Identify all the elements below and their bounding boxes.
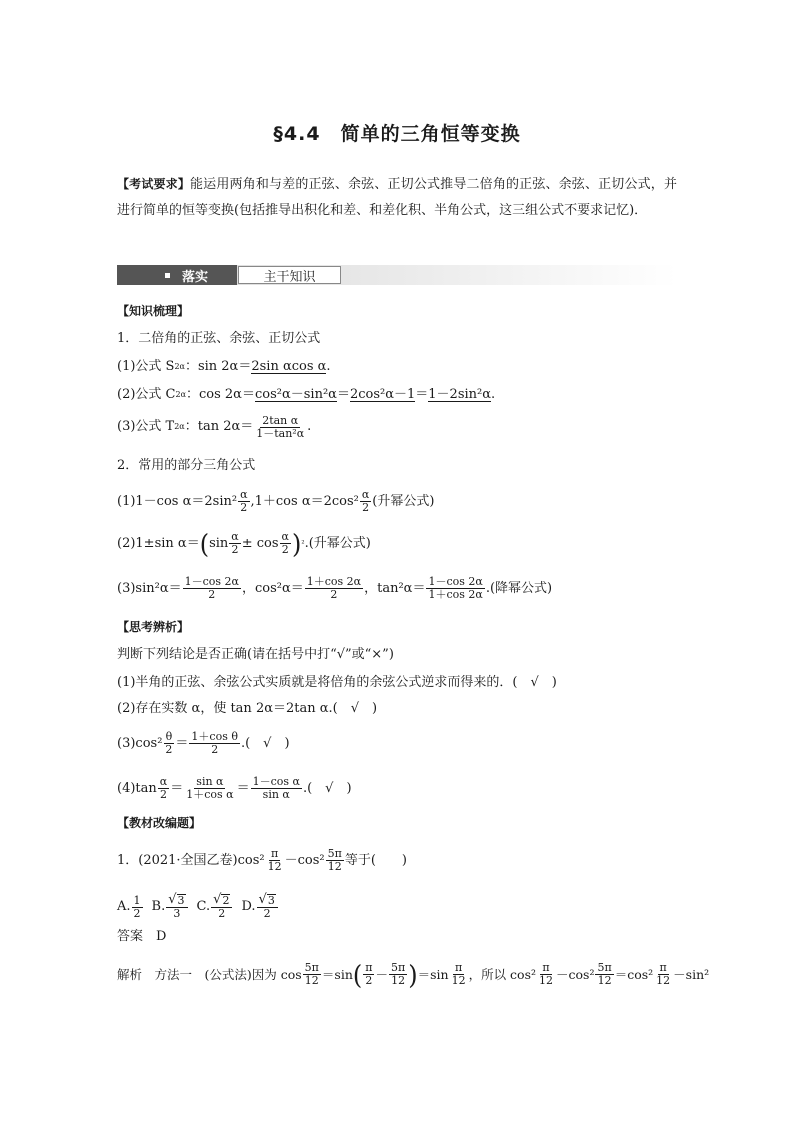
an-n7: π — [659, 961, 667, 974]
g1-a: (1)1－cos α＝2sin² — [117, 493, 238, 509]
an-frac1 — [303, 962, 321, 987]
f1-sub: 2α — [174, 362, 185, 371]
an-d2: 2 — [365, 974, 373, 987]
j3-fd: 2 — [165, 743, 173, 756]
opt-d-den: 2 — [263, 907, 271, 920]
g2-a: (2)1±sin α＝ — [117, 535, 200, 551]
judge-1: (1)半角的正弦、余弦公式实质就是将倍角的余弦公式逆求而得来的．( √ ) — [117, 675, 557, 690]
section-banner — [117, 265, 677, 285]
an-d7: 12 — [656, 974, 671, 987]
an-d: ，所以 cos² — [468, 966, 537, 982]
j4-frac2 — [184, 776, 235, 801]
heading-reflect: 【思考辨析】 — [117, 620, 190, 634]
f2-a: cos²α－sin²α — [254, 387, 337, 402]
g2-fn2: α — [281, 530, 289, 543]
an-n5: π — [542, 961, 550, 974]
g3-d2: 2 — [330, 588, 338, 601]
analysis-line — [117, 959, 710, 990]
g1-frac2 — [360, 489, 371, 514]
g1-gn: α — [361, 488, 370, 501]
g3-b: ，cos²α＝ — [241, 580, 304, 596]
j4-fd: 2 — [159, 788, 167, 801]
banner-right-label: 主干知识 — [263, 269, 316, 285]
an-b: ＝sin — [321, 966, 353, 982]
j4-d2: sin α — [262, 788, 290, 801]
j4-fn: α — [159, 775, 168, 788]
g3-n2: 1＋cos 2α — [306, 575, 362, 588]
g2-fn1: α — [231, 530, 239, 543]
opt-d-frac — [257, 894, 278, 920]
opt-b-root: √ — [168, 892, 177, 907]
an-d1: 12 — [304, 974, 319, 987]
f2-lhs: ：cos 2α＝ — [186, 387, 255, 402]
q1-b: －cos² — [284, 852, 325, 868]
opt-a-frac — [132, 895, 143, 920]
g3-frac3 — [426, 576, 484, 601]
formula-s2a — [117, 359, 331, 375]
opt-b-label: B. — [151, 899, 166, 914]
j4-n1: sin α — [196, 775, 224, 788]
opt-a-label: A. — [117, 899, 131, 914]
j4-frac1 — [158, 776, 169, 801]
f3-end: . — [307, 419, 312, 434]
g3-n1: 1－cos 2α — [184, 575, 239, 588]
an-n2: π — [365, 961, 373, 974]
an-e: －cos² — [556, 966, 595, 982]
g3-note: .(降幂公式) — [485, 580, 553, 596]
g3-c: ，tan²α＝ — [364, 580, 426, 596]
requirement-label: 【考试要求】 — [117, 177, 190, 191]
opt-c-den: 2 — [218, 907, 226, 920]
opt-d-radicand: 3 — [267, 894, 275, 907]
g2-pm: ± cos — [241, 535, 279, 551]
formula-t2a — [117, 414, 311, 440]
g3-d3: 1＋cos 2α — [428, 588, 483, 601]
an-minus: － — [375, 966, 388, 982]
question-1 — [117, 848, 407, 873]
f2-eq1: ＝ — [336, 387, 350, 402]
requirement-text: 能运用两角和与差的正弦、余弦、正切公式推导二倍角的正弦、余弦、正切公式，并进行简单的恒等变换(包括推导出积化和差、和差化积、半角公式，这三组公式不要求记忆)． — [117, 177, 677, 218]
f3-num: 2tan α — [262, 414, 299, 427]
an-frac5 — [537, 962, 555, 987]
j4-d1: 1＋cos α — [186, 788, 234, 801]
judge-intro: 判断下列结论是否正确(请在括号中打“√”或“×”) — [117, 647, 394, 662]
j4-eq: ＝ — [170, 780, 184, 796]
judge-4 — [117, 776, 352, 801]
an-frac4 — [450, 962, 468, 987]
left-paren: ( — [199, 528, 210, 559]
opt-d-label: D. — [241, 899, 256, 914]
g2-sq: ² — [301, 538, 305, 548]
g3-a: (3)sin²α＝ — [117, 580, 182, 596]
banner-left-label: 落实 — [182, 269, 209, 285]
g2-fd2: 2 — [281, 543, 289, 556]
q1-fd: 12 — [267, 860, 282, 873]
opt-b-radicand: 3 — [177, 894, 185, 907]
an-n4: π — [454, 961, 463, 974]
j3-d: 2 — [211, 743, 219, 756]
q1-gd: 12 — [327, 860, 342, 873]
g2-frac1 — [229, 531, 240, 556]
j3-fn: θ — [165, 730, 173, 743]
heading-knowledge: 【知识梳理】 — [117, 304, 190, 318]
sqrt-sign — [259, 894, 276, 907]
opt-b-den: 3 — [173, 907, 181, 920]
opt-b-num — [166, 894, 187, 908]
an-g: －sin² — [673, 966, 710, 982]
f1-label: (1)公式 S — [117, 359, 175, 374]
an-n3: 5π — [391, 961, 406, 974]
q1-a: 1．(2021·全国乙卷)cos² — [117, 852, 265, 868]
f2-sub: 2α — [175, 390, 186, 399]
an-lparen: ( — [352, 959, 363, 990]
formula-g3 — [117, 576, 552, 601]
an-c: ＝sin — [417, 966, 449, 982]
f2-label: (2)公式 C — [117, 387, 176, 402]
f2-b: 2cos²α－1 — [349, 387, 416, 402]
f1-end: . — [326, 359, 331, 374]
opt-c-radicand: 2 — [222, 894, 230, 907]
g1-note: (升幂公式) — [372, 493, 435, 509]
an-frac7 — [654, 962, 672, 987]
an-d6: 12 — [597, 974, 612, 987]
g2-note: .(升幂公式) — [304, 535, 371, 551]
an-f: ＝cos² — [614, 966, 654, 982]
opt-c-label: C. — [196, 899, 211, 914]
options-row — [117, 894, 279, 920]
an-frac2 — [363, 962, 374, 987]
f3-label: (3)公式 T — [117, 419, 175, 434]
j3-a: (3)cos² — [117, 735, 163, 751]
opt-d-num — [257, 894, 278, 908]
j4-frac3 — [251, 776, 302, 801]
f1-rhs: 2sin αcos α — [251, 359, 327, 374]
f3-den: 1－tan²α — [256, 427, 305, 440]
g3-d1: 2 — [208, 588, 216, 601]
opt-d-root: √ — [258, 892, 267, 907]
f1-lhs: ：sin 2α＝ — [184, 359, 252, 374]
j4-eq2: ＝ — [236, 780, 250, 796]
g2-sin: sin — [209, 535, 229, 551]
opt-a-num: 1 — [133, 893, 141, 907]
an-d4: 12 — [451, 974, 466, 987]
g1-frac1 — [238, 489, 249, 514]
an-frac3 — [389, 962, 407, 987]
j3-n: 1＋cos θ — [191, 730, 238, 743]
g1-fn: α — [240, 488, 248, 501]
opt-b-frac — [166, 894, 187, 920]
f3-sub: 2α — [174, 422, 185, 431]
j3-mark: .( √ ) — [240, 735, 290, 751]
q1-c: 等于( ) — [344, 852, 408, 868]
f2-eq2: ＝ — [415, 387, 429, 402]
banner-left — [117, 265, 237, 285]
q1-frac1 — [266, 848, 284, 873]
square-bullet-icon — [165, 273, 170, 278]
answer-line: 答案 D — [117, 929, 167, 944]
an-d5: 12 — [539, 974, 554, 987]
opt-c-frac — [211, 894, 232, 920]
heading-textbook: 【教材改编题】 — [117, 816, 202, 830]
judge-2: (2)存在实数 α，使 tan 2α＝2tan α.( √ ) — [117, 701, 378, 716]
j3-frac2 — [189, 731, 240, 756]
an-d3: 12 — [391, 974, 406, 987]
exam-requirement — [117, 171, 677, 224]
item-2: 2．常用的部分三角公式 — [117, 458, 256, 473]
formula-g2 — [117, 528, 371, 559]
an-frac6 — [595, 962, 613, 987]
f2-c: 1－2sin²α — [428, 387, 492, 402]
g3-frac1 — [183, 576, 241, 601]
j4-n2: 1－cos α — [252, 775, 300, 788]
g1-gd: 2 — [362, 501, 370, 514]
formula-g1 — [117, 489, 434, 514]
f3-frac — [254, 414, 306, 440]
f3-lhs: ：tan 2α＝ — [184, 419, 254, 434]
g2-fd1: 2 — [231, 543, 239, 556]
opt-c-root: √ — [213, 892, 222, 907]
banner-right — [238, 266, 341, 284]
item-1: 1．二倍角的正弦、余弦、正切公式 — [117, 331, 321, 346]
formula-c2a — [117, 387, 495, 403]
opt-a-den: 2 — [133, 906, 141, 920]
an-rparen: ) — [408, 959, 418, 990]
sqrt-sign — [168, 894, 185, 907]
judge-3 — [117, 731, 290, 756]
page-title: §4.4 简单的三角恒等变换 — [273, 123, 521, 145]
g2-frac2 — [280, 531, 291, 556]
j3-eq: ＝ — [175, 735, 189, 751]
g1-fd: 2 — [240, 501, 248, 514]
an-n1: 5π — [304, 961, 319, 974]
an-n6: 5π — [597, 961, 612, 974]
j4-mark: .( √ ) — [302, 780, 352, 796]
j4-a: (4)tan — [117, 780, 157, 796]
g3-n3: 1－cos 2α — [428, 575, 483, 588]
f2-end: . — [491, 387, 496, 402]
j3-frac1 — [163, 731, 174, 756]
sqrt-sign — [213, 894, 230, 907]
opt-c-num — [211, 894, 232, 908]
an-a: 解析 方法一 (公式法)因为 cos — [117, 966, 302, 982]
right-paren: ) — [291, 528, 302, 559]
q1-frac2 — [326, 848, 344, 873]
g1-b: ,1＋cos α＝2cos² — [250, 493, 359, 509]
g3-frac2 — [305, 576, 363, 601]
q1-gn: 5π — [327, 847, 342, 860]
q1-fn: π — [271, 847, 279, 860]
